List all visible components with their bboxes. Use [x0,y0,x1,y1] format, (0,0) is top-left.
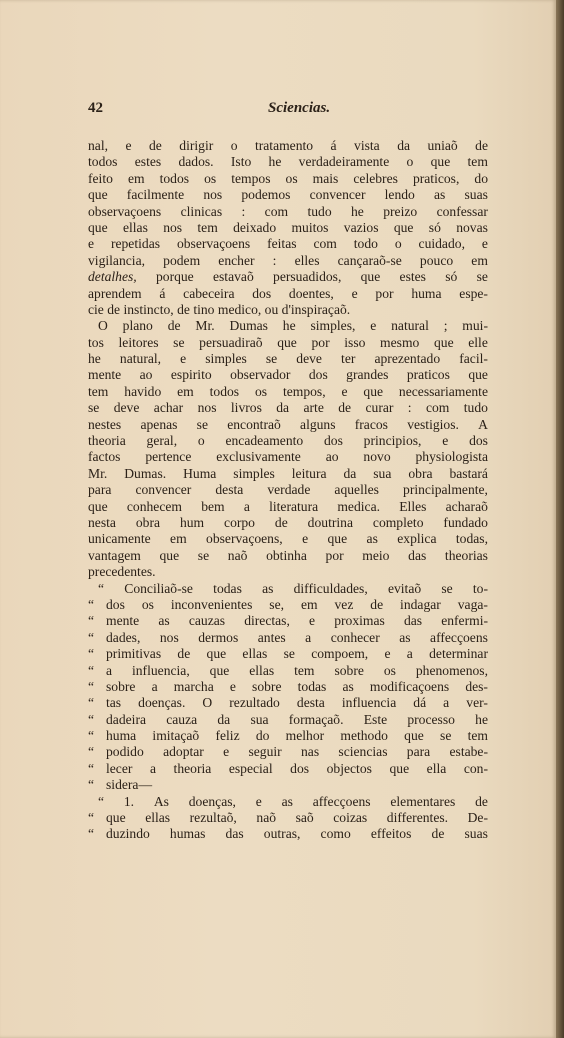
quote-mark: “ [88,695,95,711]
line-text: se deve achar nos livros da arte de curar : com tudo [88,400,488,416]
line-text: vantagem que se naõ obtinha por meio das theorias [88,547,488,563]
quote-mark: “ [88,810,95,826]
line-text: nal, e de dirigir o tratamento á vista da uniaõ de [88,138,488,153]
page-edge [556,0,564,1038]
line-text: tas doenças. O rezultado desta influencia dá a ver- [106,695,488,711]
line-text: duzindo humas das outras, como effeitos de suas [106,826,488,842]
line-text: sobre a marcha e sobre todas as modificaçoens des- [106,678,488,694]
text-line [88,728,488,744]
text-line [88,515,488,531]
text-line [88,499,488,515]
quote-mark: “ [88,711,95,727]
text-line [88,548,488,564]
line-text: aprendem á cabeceira dos doentes, e por huma espe- [88,285,488,301]
text-line [88,220,488,236]
line-text: que facilmente nos podemos convencer lendo as suas [88,187,488,203]
quote-mark: “ [88,662,95,678]
text-line [88,351,488,367]
line-text: tem havido em todos os tempos, e que necessariamente [88,383,488,399]
text-line [88,597,488,613]
line-text: “ 1. As doenças, e as affecçoens elementares de [98,793,488,809]
running-title: Sciencias. [268,100,331,116]
text-line [88,433,488,449]
line-text: e repetidas observaçoens feitas com todo o cuidado, e [88,236,488,252]
quote-mark: “ [88,728,95,744]
line-text: huma imitaçaõ feliz do melhor methodo que se tem [106,728,488,744]
text-line [88,204,488,220]
line-text: sidera— [106,777,153,793]
line-text: tos leitores se persuadiraõ que por isso mesmo que elle [88,334,488,350]
text-line [88,269,488,285]
line-text: observaçoens clinicas : com tudo he preizo confessar [88,203,488,219]
text-line [88,400,488,416]
quote-mark: “ [88,744,95,760]
text-line [88,777,488,793]
quote-mark: “ [88,613,95,629]
line-text: todos estes dados. Isto he verdadeiramente o que tem [88,154,488,170]
text-line [88,302,488,318]
text-line [88,531,488,547]
quote-mark: “ [88,678,95,694]
line-text: nestes apenas se encontraõ alguns fracos vestigios. A [88,416,488,432]
line-text: dades, nos dermos antes a conhecer as affecçoens [106,629,488,645]
text-line [88,695,488,711]
line-text: que ellas rezultaõ, naõ saõ coizas differentes. De- [106,810,488,826]
line-text: unicamente em observaçoens, e que as explica todas, [88,531,488,547]
line-text: precedentes. [88,564,156,580]
text-line [88,794,488,810]
text-line [88,138,488,154]
line-text: feito em todos os tempos os mais celebres praticos, do [88,170,488,186]
text-line [88,613,488,629]
line-text: nesta obra hum corpo de doutrina completo fundado [88,514,488,530]
text-line [88,236,488,252]
quote-mark: “ [88,826,95,842]
line-text: vigilancia, podem encher : elles cançaraõ-se pouco em [88,252,488,268]
line-text: dos os inconvenientes se, em vez de indagar vaga- [106,596,488,612]
text-line [88,335,488,351]
text-line [88,761,488,777]
text-line [88,417,488,433]
line-text: dadeira cauza da sua formaçaõ. Este processo he [106,711,488,727]
quote-mark: “ [88,760,95,776]
quote-mark: “ [88,596,95,612]
line-text: a influencia, que ellas tem sobre os phenomenos, [106,662,488,678]
text-line [88,171,488,187]
line-text: podido adoptar e seguir nas sciencias para estabe- [106,744,488,760]
text-line [88,286,488,302]
text-line [88,253,488,269]
text-line [88,826,488,842]
line-text: para convencer desta verdade aquelles principalmente, [88,482,488,498]
line-text: que conhecem bem a literatura medica. Elles acharaõ [88,498,488,514]
line-text: mente as cauzas directas, e proximas das enfermi- [106,613,488,629]
text-line [88,744,488,760]
quote-mark: “ [88,629,95,645]
text-line [88,367,488,383]
text-line [88,466,488,482]
line-text: que ellas nos tem deixado muitos vazios que só novas [88,219,488,235]
page-header [88,100,488,120]
text-line [88,449,488,465]
line-text: mente ao espirito observador dos grandes praticos que [88,367,488,383]
text-line [88,646,488,662]
line-text: Mr. Dumas. Huma simples leitura da sua obra bastará [88,465,488,481]
text-line [88,663,488,679]
quote-mark: “ [88,646,95,662]
line-text: O plano de Mr. Dumas he simples, e natural ; mui- [98,318,488,334]
body-text [88,138,488,843]
text-line [88,630,488,646]
line-text: factos pertence exclusivamente ao novo physiologista [88,449,488,465]
page-number: 42 [88,100,103,116]
text-line [88,679,488,695]
line-text: lecer a theoria especial dos objectos que ella con- [106,760,488,776]
line-text: “ Conciliaõ-se todas as difficuldades, evitaõ se to- [98,580,488,596]
line-text: theoria geral, o encadeamento dos principios, e dos [88,433,488,449]
text-line [88,810,488,826]
text-line [88,564,488,580]
text-line [88,712,488,728]
line-text: cie de instincto, de tino medico, ou d'inspiraçaõ. [88,301,351,317]
line-text: primitivas de que ellas se compoem, e a determinar [106,646,488,662]
text-line [88,384,488,400]
text-line [88,581,488,597]
text-line [88,154,488,170]
line-text: he natural, e simples se deve ter aprezentado facil- [88,351,488,367]
text-line [88,318,488,334]
text-line [88,187,488,203]
text-line [88,482,488,498]
line-text: detalhes, porque estavaõ persuadidos, que estes só se [88,269,488,285]
quote-mark: “ [88,777,95,793]
